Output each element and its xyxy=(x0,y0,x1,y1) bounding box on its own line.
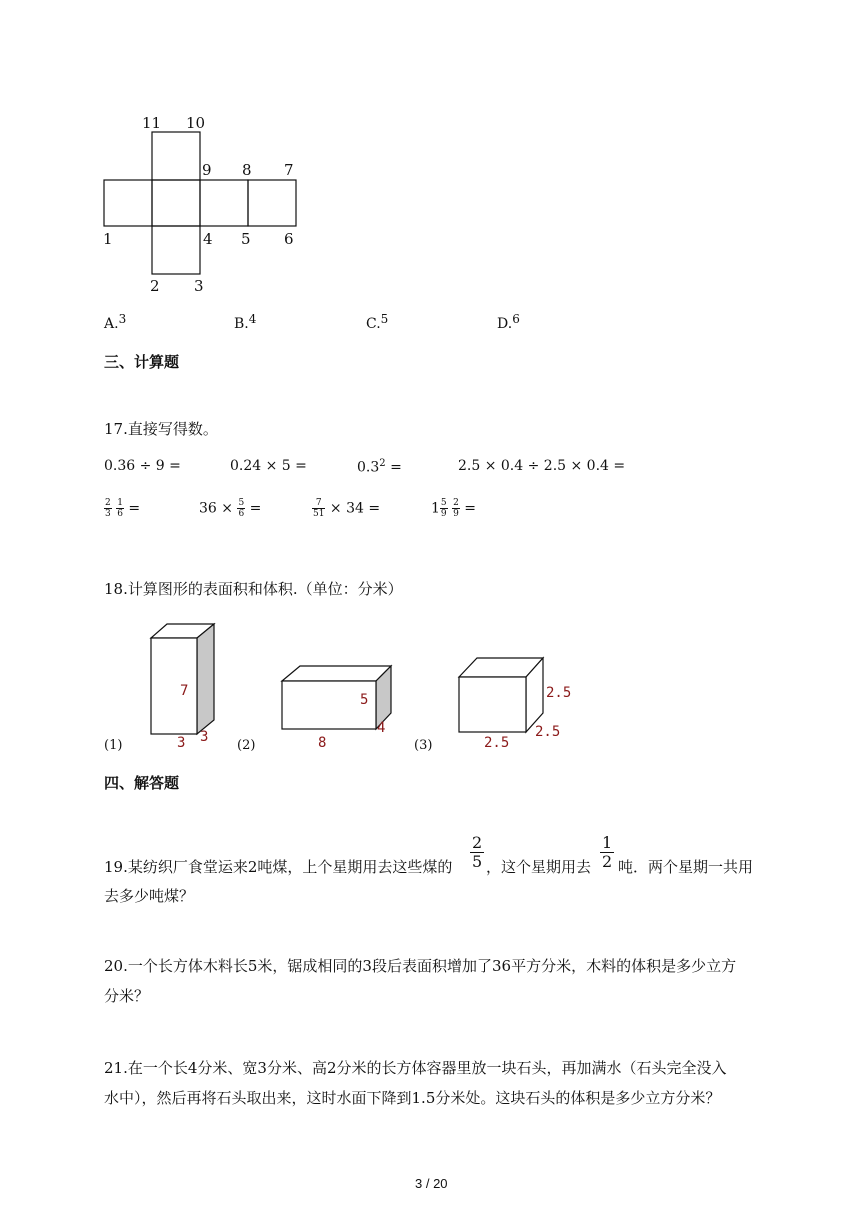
net-square-right2 xyxy=(248,180,296,226)
fraction: 2 5 xyxy=(472,833,483,871)
question-18-title: 18.计算图形的表面积和体积.（单位：分米） xyxy=(104,580,403,598)
fraction: $\frac{1}{6}$ xyxy=(117,498,123,519)
cube-net-figure xyxy=(0,0,868,310)
fraction: $\frac{2}{3}$ xyxy=(105,498,111,519)
fraction: $\frac{5}{6}$ xyxy=(238,498,245,519)
option-a[interactable]: A.3 xyxy=(104,312,127,332)
question-19-line1: 19.某纺织厂食堂运来2吨煤，上个星期用去这些煤的 xyxy=(104,858,453,876)
expr-8: 1 $\frac{5}{9}$ $\frac{2}{9}$ = xyxy=(431,498,477,519)
fig1-depth-label: 3 xyxy=(200,729,209,745)
option-b[interactable]: B.4 xyxy=(234,312,257,332)
question-21-line1: 21.在一个长4分米、宽3分米、高2分米的长方体容器里放一块石头，再加满水（石头完全没入 xyxy=(104,1059,727,1077)
expr-2: 0.24 × 5 = xyxy=(230,458,307,474)
expr-5: $\frac{2}{3}$ $\frac{1}{6}$ = xyxy=(105,498,141,519)
fig2-height-label: 5 xyxy=(360,692,369,708)
net-square-left xyxy=(104,180,152,226)
question-17-title: 17.直接写得数。 xyxy=(104,420,218,438)
cuboid-1 xyxy=(151,624,214,734)
net-label: 3 xyxy=(194,277,204,295)
question-20-line1: 20.一个长方体木料长5米，锯成相同的3段后表面积增加了36平方分米，木料的体积是多少立方 xyxy=(104,957,737,975)
net-label: 11 xyxy=(142,114,162,132)
fraction: $\frac{2}{9}$ xyxy=(453,498,459,519)
expr-7: $\frac{7}{51}$ × 34 = xyxy=(313,498,381,519)
net-label: 4 xyxy=(203,230,213,248)
expr-4: 2.5 × 0.4 ÷ 2.5 × 0.4 = xyxy=(458,458,626,474)
net-label: 6 xyxy=(284,230,294,248)
expr-3: $0.3^2$ = xyxy=(357,458,402,476)
net-label: 8 xyxy=(242,161,252,179)
section-heading: 四、解答题 xyxy=(104,774,180,792)
fig1-height-label: 7 xyxy=(180,683,189,699)
fig2-length-label: 8 xyxy=(318,735,327,751)
net-label: 9 xyxy=(202,161,212,179)
option-d[interactable]: D.6 xyxy=(497,312,520,332)
figure-marker: (3) xyxy=(414,738,433,753)
expr-1: 0.36 ÷ 9 = xyxy=(104,458,181,474)
fraction: $\frac{5}{9}$ xyxy=(440,498,447,519)
figure-marker: (2) xyxy=(237,738,256,753)
question-21-line2: 水中），然后再将石头取出来，这时水面下降到1.5分米处。这块石头的体积是多少立方分米？ xyxy=(104,1089,721,1107)
option-c[interactable]: C.5 xyxy=(366,312,389,332)
fig1-width-label: 3 xyxy=(177,735,186,751)
question-20-line2: 分米？ xyxy=(104,987,150,1005)
fig2-depth-label: 4 xyxy=(377,720,386,736)
cuboid-3 xyxy=(459,658,543,732)
net-label: 10 xyxy=(186,114,206,132)
net-label: 2 xyxy=(150,277,160,295)
cuboid-figures xyxy=(0,600,868,760)
fraction: $\frac{7}{51}$ xyxy=(313,498,325,519)
section-heading: 三、计算题 xyxy=(104,353,180,371)
net-square-top xyxy=(152,132,200,180)
net-label: 5 xyxy=(241,230,251,248)
net-label: 1 xyxy=(103,230,113,248)
figure-marker: (1) xyxy=(104,738,123,753)
fraction: 1 2 xyxy=(602,833,613,871)
fig3-height-label: 2.5 xyxy=(546,685,572,701)
net-square-bottom xyxy=(152,226,200,274)
fig3-length-label: 2.5 xyxy=(484,735,510,751)
net-square-right1 xyxy=(200,180,248,226)
question-19-line1b: ，这个星期用去 xyxy=(486,858,592,876)
cuboid-2 xyxy=(282,666,391,729)
fig3-depth-label: 2.5 xyxy=(535,724,561,740)
page-number: 3 / 20 xyxy=(415,1176,448,1191)
question-19-line1c: 吨．两个星期一共用 xyxy=(618,858,754,876)
net-square-center xyxy=(152,180,200,226)
question-19-line2: 去多少吨煤？ xyxy=(104,887,195,905)
net-label: 7 xyxy=(284,161,294,179)
expr-6: 36 × $\frac{5}{6}$ = xyxy=(199,498,262,519)
